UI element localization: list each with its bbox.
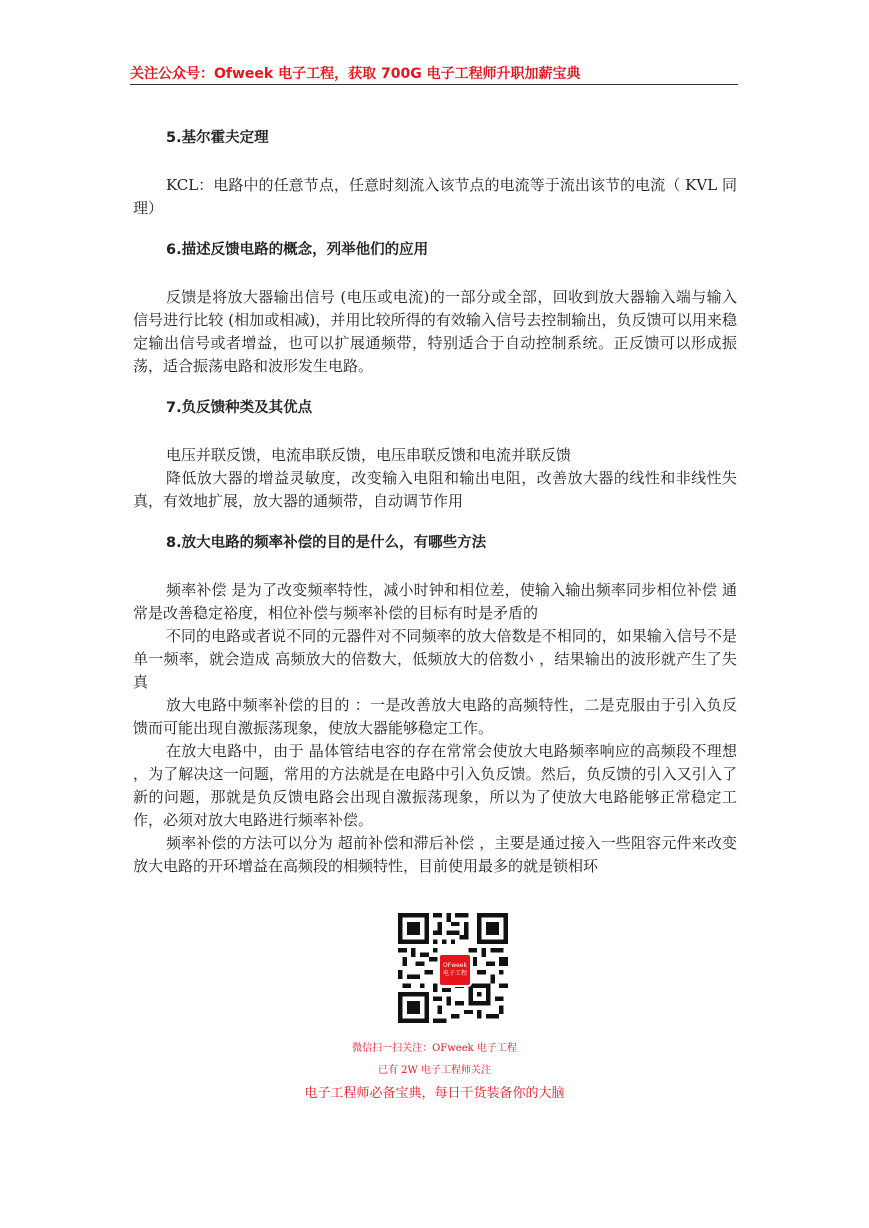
qr-caption-followers: 已有 2W 电子工程师关注 — [378, 1065, 491, 1076]
qr-caption-scan: 微信扫一扫关注：OFweek 电子工程 — [352, 1043, 517, 1054]
logo-text-brand: OFweek — [443, 962, 467, 969]
section-heading: 5.基尔霍夫定理 — [166, 130, 269, 146]
paragraph: 降低放大器的增益灵敏度，改变输入电阻和输出电阻，改善放大器的线性和非线性失真，有效地扩展，放大器的通频带，自动调节作用 — [133, 469, 737, 510]
document-body — [133, 126, 737, 878]
section-heading: 8.放大电路的频率补偿的目的是什么，有哪些方法 — [166, 535, 487, 551]
footer-tagline: 电子工程师必备宝典，每日干货装备你的大脑 — [304, 1086, 565, 1101]
paragraph: 电压并联反馈，电流串联反馈，电压串联反馈和电流并联反馈 — [166, 446, 572, 464]
logo-text-sub: 电子工程 — [442, 970, 467, 977]
paragraph: 频率补偿的方法可以分为 超前补偿和滞后补偿 ，主要是通过接入一些阻容元件来改变放大电路的开环增益在高频段的相频特性，目前使用最多的就是锁相环 — [133, 834, 737, 875]
paragraph: 不同的电路或者说不同的元器件对不同频率的放大倍数是不相同的，如果输入信号不是单一频率，就会造成 高频放大的倍数大，低频放大的倍数小 ，结果输出的波形就产生了失真 — [133, 627, 737, 691]
paragraph: 反馈是将放大器输出信号 (电压或电流)的一部分或全部，回收到放大器输入端与输入信号进行比较 (相加或相减)，并用比较所得的有效输入信号去控制输出，负反馈可以用来稳定输出信号或者增益，也可以扩展通频带，特别适合于自动控制系统。正反馈可以形成振荡，适合振荡电路和波形发生电路。 — [133, 288, 737, 375]
section-heading: 7.负反馈种类及其优点 — [166, 400, 313, 416]
paragraph: 频率补偿 是为了改变频率特性，减小时钟和相位差，使输入输出频率同步相位补偿 通常是改善稳定裕度，相位补偿与频率补偿的目标有时是矛盾的 — [133, 581, 737, 622]
qr-code — [398, 913, 508, 1023]
paragraph: 放大电路中频率补偿的目的 ：一是改善放大电路的高频特性，二是克服由于引入负反馈而可能出现自激振荡现象，使放大器能够稳定工作。 — [133, 696, 737, 737]
paragraph: 在放大电路中，由于 晶体管结电容的存在常常会使放大电路频率响应的高频段不理想 ，为了解决这一问题，常用的方法就是在电路中引入负反馈。然后，负反馈的引入又引入了新的问题，那就是负反馈电路会出现自激振荡现象，所以为了使放大电路能够正常稳定工作，必须对放大电路进行频率补偿。 — [133, 742, 737, 829]
header-divider — [130, 84, 738, 85]
section-heading: 6.描述反馈电路的概念，列举他们的应用 — [166, 242, 429, 258]
paragraph: KCL：电路中的任意节点，任意时刻流入该节点的电流等于流出该节的电流（ KVL 同理） — [133, 176, 737, 217]
page-header: 关注公众号：Ofweek 电子工程，获取 700G 电子工程师升职加薪宝典 — [130, 66, 581, 82]
ofweek-logo-icon — [438, 953, 472, 987]
